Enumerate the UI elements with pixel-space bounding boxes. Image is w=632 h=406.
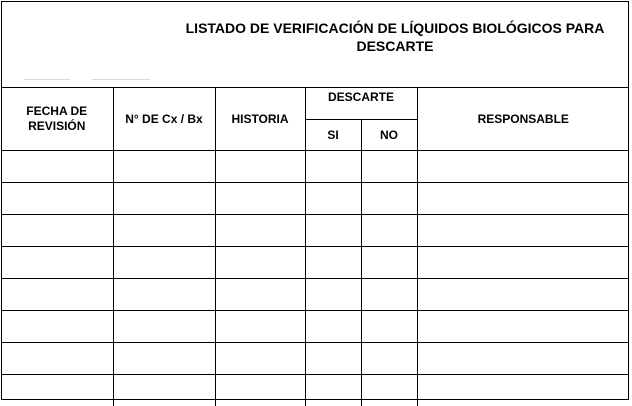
header-historia: HISTORIA	[215, 88, 305, 151]
cell-historia[interactable]	[215, 183, 305, 215]
cell-no[interactable]	[361, 375, 417, 406]
table-row	[1, 151, 629, 183]
header-no: NO	[361, 120, 417, 151]
cell-historia[interactable]	[215, 343, 305, 375]
cell-numero[interactable]	[113, 151, 215, 183]
cell-no[interactable]	[361, 311, 417, 343]
cell-historia[interactable]	[215, 311, 305, 343]
header-fecha-line-1: FECHA DE	[26, 104, 87, 118]
title-line-2: DESCARTE	[170, 37, 620, 55]
header-numero-cx-bx: N° DE Cx / Bx	[113, 88, 215, 151]
table-row	[1, 247, 629, 279]
cell-numero[interactable]	[113, 215, 215, 247]
header-row-top	[1, 88, 629, 120]
table-row	[1, 215, 629, 247]
faint-divider-left	[24, 79, 70, 80]
verification-table	[1, 87, 629, 406]
header-descarte: DESCARTE	[305, 88, 417, 120]
cell-si[interactable]	[305, 151, 361, 183]
cell-historia[interactable]	[215, 215, 305, 247]
cell-si[interactable]	[305, 183, 361, 215]
cell-fecha[interactable]	[1, 375, 113, 406]
cell-responsable[interactable]	[417, 279, 629, 311]
table-row	[1, 343, 629, 375]
cell-numero[interactable]	[113, 183, 215, 215]
cell-no[interactable]	[361, 279, 417, 311]
cell-si[interactable]	[305, 343, 361, 375]
cell-si[interactable]	[305, 247, 361, 279]
cell-fecha[interactable]	[1, 343, 113, 375]
cell-fecha[interactable]	[1, 247, 113, 279]
title-line-1: LISTADO DE VERIFICACIÓN DE LÍQUIDOS BIOLÓGICOS PARA	[170, 19, 620, 37]
cell-responsable[interactable]	[417, 215, 629, 247]
cell-si[interactable]	[305, 311, 361, 343]
cell-si[interactable]	[305, 279, 361, 311]
cell-no[interactable]	[361, 183, 417, 215]
cell-fecha[interactable]	[1, 279, 113, 311]
table-body	[1, 88, 629, 406]
cell-numero[interactable]	[113, 311, 215, 343]
cell-responsable[interactable]	[417, 183, 629, 215]
cell-numero[interactable]	[113, 247, 215, 279]
cell-si[interactable]	[305, 215, 361, 247]
cell-responsable[interactable]	[417, 375, 629, 406]
cell-no[interactable]	[361, 215, 417, 247]
cell-numero[interactable]	[113, 375, 215, 406]
table-row	[1, 183, 629, 215]
cell-si[interactable]	[305, 375, 361, 406]
document-title	[170, 19, 620, 55]
cell-numero[interactable]	[113, 279, 215, 311]
table-row	[1, 279, 629, 311]
cell-responsable[interactable]	[417, 151, 629, 183]
header-si: SI	[305, 120, 361, 151]
cell-responsable[interactable]	[417, 247, 629, 279]
cell-fecha[interactable]	[1, 183, 113, 215]
cell-historia[interactable]	[215, 375, 305, 406]
cell-numero[interactable]	[113, 343, 215, 375]
faint-divider-right	[92, 79, 150, 80]
cell-no[interactable]	[361, 151, 417, 183]
table-row	[1, 311, 629, 343]
header-fecha-revision	[1, 88, 113, 151]
cell-historia[interactable]	[215, 247, 305, 279]
cell-no[interactable]	[361, 343, 417, 375]
cell-responsable[interactable]	[417, 343, 629, 375]
header-responsable: RESPONSABLE	[417, 88, 629, 151]
cell-fecha[interactable]	[1, 311, 113, 343]
cell-responsable[interactable]	[417, 311, 629, 343]
table-row	[1, 375, 629, 406]
header-fecha-line-2: REVISIÓN	[28, 119, 85, 133]
cell-fecha[interactable]	[1, 151, 113, 183]
cell-fecha[interactable]	[1, 215, 113, 247]
cell-no[interactable]	[361, 247, 417, 279]
cell-historia[interactable]	[215, 279, 305, 311]
cell-historia[interactable]	[215, 151, 305, 183]
